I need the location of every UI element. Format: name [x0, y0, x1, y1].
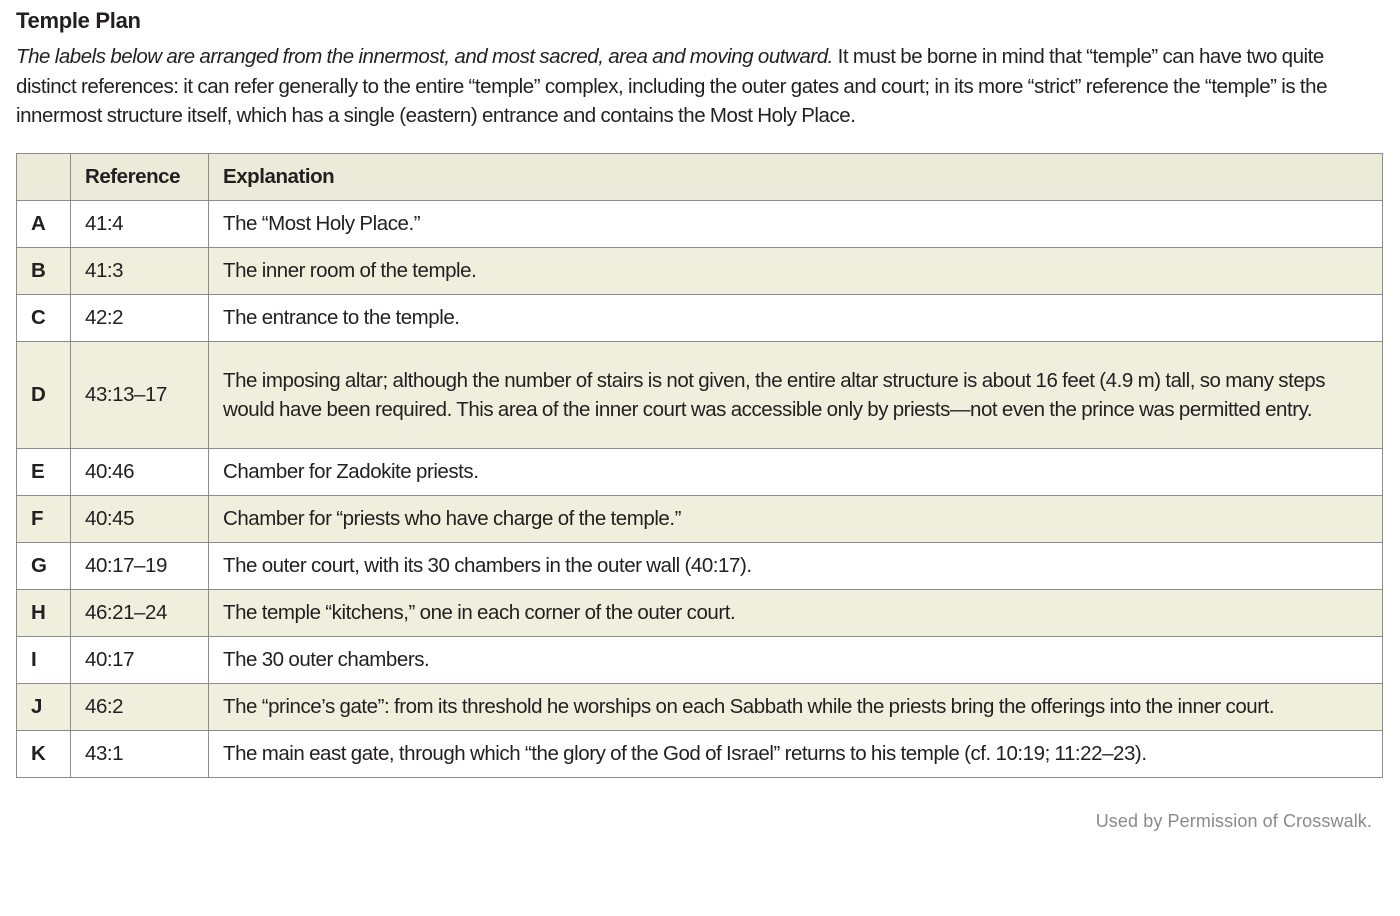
row-reference: 40:17: [71, 637, 209, 684]
row-explanation: The 30 outer chambers.: [209, 637, 1383, 684]
header-explanation: Explanation: [209, 154, 1383, 201]
table-row: [17, 590, 1383, 637]
row-explanation: The inner room of the temple.: [209, 248, 1383, 295]
header-label: [17, 154, 71, 201]
table-row: [17, 449, 1383, 496]
table-row: [17, 201, 1383, 248]
row-label: F: [17, 496, 71, 543]
row-reference: 46:21–24: [71, 590, 209, 637]
table-row: [17, 295, 1383, 342]
table-row: [17, 496, 1383, 543]
temple-plan-table: [16, 153, 1383, 778]
permission-credit: Used by Permission of Crosswalk.: [1095, 811, 1372, 831]
table-row: [17, 543, 1383, 590]
row-explanation: The “prince’s gate”: from its threshold he worships on each Sabbath while the priests bring the offerings into the inner court.: [209, 684, 1383, 731]
row-explanation: The temple “kitchens,” one in each corner of the outer court.: [209, 590, 1383, 637]
row-label: B: [17, 248, 71, 295]
row-label: K: [17, 731, 71, 778]
row-explanation: The “Most Holy Place.”: [209, 201, 1383, 248]
row-explanation: The imposing altar; although the number of stairs is not given, the entire altar structure is about 16 feet (4.9 m) tall, so many steps would have been required. This area of the inner court was accessible only by priests—not even the prince was permitted entry.: [209, 342, 1383, 449]
row-label: G: [17, 543, 71, 590]
row-explanation: The outer court, with its 30 chambers in the outer wall (40:17).: [209, 543, 1383, 590]
intro-paragraph: [16, 42, 1386, 131]
row-reference: 41:4: [71, 201, 209, 248]
row-explanation: The entrance to the temple.: [209, 295, 1383, 342]
row-explanation: Chamber for Zadokite priests.: [209, 449, 1383, 496]
row-reference: 40:46: [71, 449, 209, 496]
table-row: [17, 248, 1383, 295]
page-title: Temple Plan: [16, 8, 141, 33]
row-reference: 46:2: [71, 684, 209, 731]
row-reference: 40:45: [71, 496, 209, 543]
table-row: [17, 637, 1383, 684]
row-label: A: [17, 201, 71, 248]
row-reference: 40:17–19: [71, 543, 209, 590]
table-row: [17, 342, 1383, 449]
table-row: [17, 731, 1383, 778]
row-label: J: [17, 684, 71, 731]
header-reference: Reference: [71, 154, 209, 201]
row-label: E: [17, 449, 71, 496]
intro-body: It must be borne in mind that “temple” can have two quite distinct references: it can refer generally to the entire “temple” complex, including the outer gates and court; in its more “strict” reference the “temple” is the innermost structure itself, which has a single (eastern) entrance and contains the Most Holy Place.: [16, 45, 1328, 127]
intro-lead: The labels below are arranged from the innermost, and most sacred, area and moving outward.: [16, 45, 833, 68]
row-label: H: [17, 590, 71, 637]
row-label: D: [17, 342, 71, 449]
row-label: C: [17, 295, 71, 342]
row-reference: 41:3: [71, 248, 209, 295]
row-explanation: Chamber for “priests who have charge of the temple.”: [209, 496, 1383, 543]
row-reference: 43:13–17: [71, 342, 209, 449]
row-reference: 43:1: [71, 731, 209, 778]
row-label: I: [17, 637, 71, 684]
table-header-row: [17, 154, 1383, 201]
table-row: [17, 684, 1383, 731]
row-reference: 42:2: [71, 295, 209, 342]
row-explanation: The main east gate, through which “the glory of the God of Israel” returns to his temple (cf. 10:19; 11:22–23).: [209, 731, 1383, 778]
